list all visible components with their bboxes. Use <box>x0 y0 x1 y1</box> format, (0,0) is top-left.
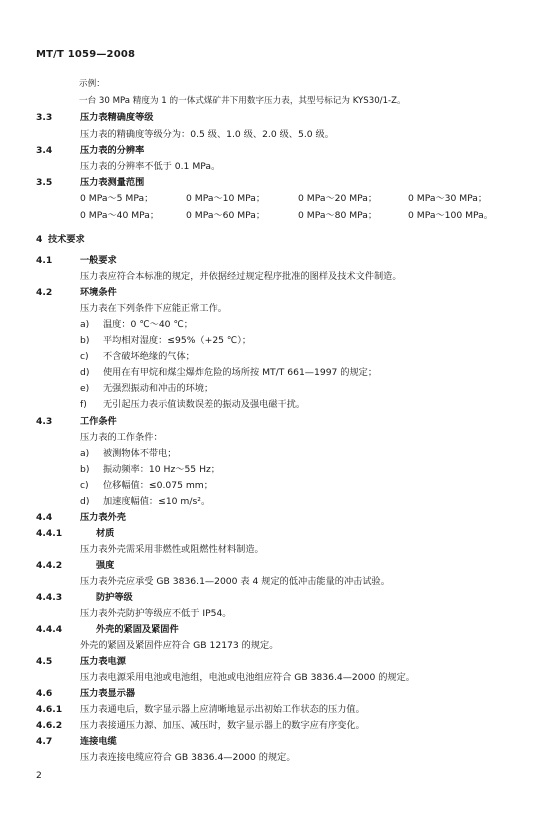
section-intro: 压力表在下列条件下应能正常工作。 <box>80 303 227 314</box>
list-item-label: a) <box>80 448 90 459</box>
section-number: 4.5 <box>36 656 53 667</box>
section-title: 一般要求 <box>80 255 117 266</box>
list-item-label: e) <box>80 383 90 394</box>
subsection-body: 压力表外壳防护等级应不低于 IP54。 <box>80 608 232 619</box>
chapter-number: 4 <box>36 234 43 245</box>
list-item-text: 加速度幅值：≤10 m/s²。 <box>103 496 211 507</box>
section-number: 4.6 <box>36 688 53 699</box>
list-item-label: d) <box>80 496 90 507</box>
list-item-label: d) <box>80 367 90 378</box>
subsection-body: 压力表外壳应承受 GB 3836.1—2000 表 4 规定的低冲击能量的冲击试验。 <box>80 576 390 587</box>
subsection-number: 4.4.2 <box>36 560 63 571</box>
section-title: 环境条件 <box>80 287 117 298</box>
section-title: 压力表的分辨率 <box>80 145 145 156</box>
list-item-label: f) <box>80 399 87 410</box>
subsection-title: 材质 <box>96 528 115 539</box>
section-title: 压力表测量范围 <box>80 177 145 188</box>
list-item-text: 不含破坏绝缘的气体； <box>103 351 195 362</box>
subsection-number: 4.4.1 <box>36 528 63 539</box>
page-number: 2 <box>36 770 42 781</box>
section-number: 4.3 <box>36 416 53 427</box>
list-item-label: b) <box>80 464 90 475</box>
range-item: 0 MPa～5 MPa； <box>80 193 154 204</box>
range-item: 0 MPa～10 MPa； <box>186 193 266 204</box>
subsection-body: 外壳的紧固及紧固件应符合 GB 12173 的规定。 <box>80 640 279 651</box>
range-item: 0 MPa～30 MPa； <box>408 193 488 204</box>
list-item-text: 被测物体不带电； <box>103 448 177 459</box>
list-item-text: 使用在有甲烷和煤尘爆炸危险的场所按 MT/T 661—1997 的规定； <box>103 367 378 378</box>
range-item: 0 MPa～80 MPa； <box>298 210 378 221</box>
subsection-number: 4.4.4 <box>36 624 63 635</box>
section-body: 压力表的精确度等级分为：0.5 级、1.0 级、2.0 级、5.0 级。 <box>80 129 334 140</box>
subsection-title: 强度 <box>96 560 115 571</box>
list-item-label: b) <box>80 335 90 346</box>
section-title: 压力表外壳 <box>80 512 126 523</box>
section-body: 压力表连接电缆应符合 GB 3836.4—2000 的规定。 <box>80 752 296 763</box>
section-title: 工作条件 <box>80 416 117 427</box>
example-label: 示例： <box>79 79 105 89</box>
subsection-number: 4.6.2 <box>36 720 63 731</box>
section-body: 压力表应符合本标准的规定，并依据经过规定程序批准的图样及技术文件制造。 <box>80 271 402 282</box>
section-number: 4.1 <box>36 255 53 266</box>
subsection-body: 压力表外壳需采用非燃性或阻燃性材料制造。 <box>80 544 264 555</box>
section-number: 4.2 <box>36 287 53 298</box>
section-number: 3.3 <box>36 112 53 123</box>
subsection-number: 4.6.1 <box>36 704 63 715</box>
section-body: 压力表电源采用电池或电池组，电池或电池组应符合 GB 3836.4—2000 的规定。 <box>80 672 415 683</box>
section-number: 3.4 <box>36 145 53 156</box>
section-title: 压力表精确度等级 <box>80 112 154 123</box>
list-item-label: a) <box>80 319 90 330</box>
chapter-title: 技术要求 <box>48 234 85 245</box>
list-item-label: c) <box>80 480 89 491</box>
list-item-text: 无强烈振动和冲击的环境； <box>103 383 214 394</box>
subsection-body: 压力表通电后，数字显示器上应清晰地显示出初始工作状态的压力值。 <box>80 704 365 715</box>
range-item: 0 MPa～40 MPa； <box>80 210 160 221</box>
subsection-body: 压力表接通压力源、加压、减压时，数字显示器上的数字应有序变化。 <box>80 720 365 731</box>
list-item-text: 振动频率：10 Hz～55 Hz； <box>103 464 220 475</box>
subsection-title: 外壳的紧固及紧固件 <box>96 624 179 635</box>
section-title: 连接电缆 <box>80 736 117 747</box>
list-item-text: 温度：0 ℃～40 ℃； <box>103 319 193 330</box>
list-item-label: c) <box>80 351 89 362</box>
range-item: 0 MPa～60 MPa； <box>186 210 266 221</box>
section-number: 4.4 <box>36 512 53 523</box>
list-item-text: 平均相对湿度：≤95%（+25 ℃）； <box>103 335 252 346</box>
range-item: 0 MPa～20 MPa； <box>298 193 378 204</box>
standard-code-header: MT/T 1059—2008 <box>36 49 136 60</box>
section-title: 压力表显示器 <box>80 688 136 699</box>
section-intro: 压力表的工作条件： <box>80 432 163 443</box>
section-number: 4.7 <box>36 736 53 747</box>
subsection-number: 4.4.3 <box>36 592 63 603</box>
range-item: 0 MPa～100 MPa。 <box>408 210 493 221</box>
subsection-title: 防护等级 <box>96 592 133 603</box>
section-number: 3.5 <box>36 177 53 188</box>
list-item-text: 无引起压力表示值读数误差的振动及强电磁干扰。 <box>103 399 306 410</box>
section-title: 压力表电源 <box>80 656 126 667</box>
section-body: 压力表的分辨率不低于 0.1 MPa。 <box>80 161 221 172</box>
example-text: 一台 30 MPa 精度为 1 的一体式煤矿井下用数字压力表，其型号标记为 KYS30/1-Z。 <box>79 96 406 106</box>
list-item-text: 位移幅值：≤0.075 mm； <box>103 480 213 491</box>
